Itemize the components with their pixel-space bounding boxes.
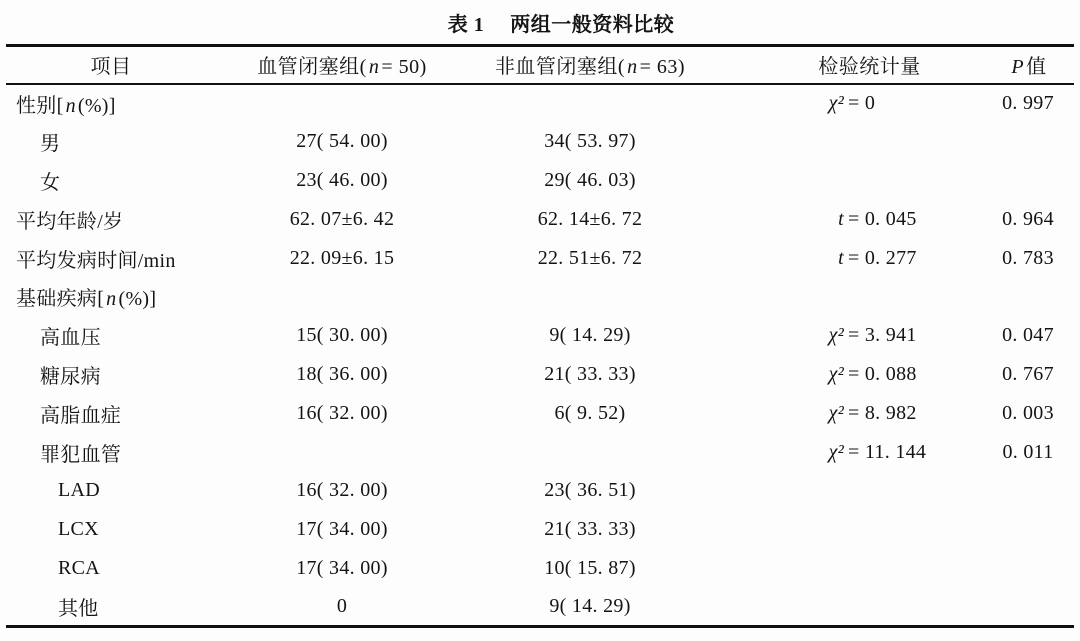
header-row xyxy=(6,46,1074,84)
p-value xyxy=(982,122,1074,161)
statistic-value: χ² = 3. 941 xyxy=(828,324,917,347)
table-row-diabetes xyxy=(6,355,1074,394)
header-group2: 非血管闭塞组( n = 63) xyxy=(468,46,712,84)
p-value xyxy=(982,588,1074,627)
group2-value: 22. 51±6. 72 xyxy=(537,246,643,269)
group2-value: 34( 53. 97) xyxy=(544,130,636,153)
row-label: 性别[ n (%)] xyxy=(16,94,116,117)
table-row-hypertension xyxy=(6,316,1074,355)
statistic-value: χ² = 11. 144 xyxy=(828,440,927,463)
group2-value: 23( 36. 51) xyxy=(544,479,636,502)
p-value xyxy=(982,161,1074,200)
p-value: 0. 997 xyxy=(1002,91,1054,114)
row-label: LAD xyxy=(58,479,101,502)
group2-value: 9( 14. 29) xyxy=(549,595,631,617)
header-group1: 血管闭塞组( n = 50) xyxy=(216,46,468,84)
table-row-other xyxy=(6,588,1074,627)
row-label: 女 xyxy=(40,171,61,194)
table-row-mean-age xyxy=(6,200,1074,239)
p-value xyxy=(982,277,1074,316)
table-row-lad xyxy=(6,471,1074,510)
p-value xyxy=(982,549,1074,588)
row-label: 平均发病时间/min xyxy=(16,249,176,272)
group2-value xyxy=(468,433,712,472)
p-value xyxy=(982,510,1074,549)
header-p-value: P 值 xyxy=(982,46,1074,84)
table-row-onset-time xyxy=(6,239,1074,278)
group2-value: 21( 33. 33) xyxy=(544,518,636,541)
group1-value: 17( 34. 00) xyxy=(296,556,388,579)
p-value: 0. 003 xyxy=(1002,401,1054,424)
row-label: 罪犯血管 xyxy=(40,443,122,466)
table-number: 表 1 xyxy=(447,13,485,36)
group1-value: 15( 30. 00) xyxy=(296,324,388,347)
row-label: LCX xyxy=(58,518,99,541)
row-label: 高脂血症 xyxy=(40,404,122,427)
header-statistic: 检验统计量 xyxy=(712,46,982,84)
group2-value: 10( 15. 87) xyxy=(544,556,636,579)
statistic-value xyxy=(712,122,982,161)
group1-value: 16( 32. 00) xyxy=(296,479,388,502)
header-item: 项目 xyxy=(6,46,216,84)
p-value: 0. 964 xyxy=(1002,207,1054,230)
p-value: 0. 047 xyxy=(1002,324,1054,347)
row-label: 基础疾病[ n (%)] xyxy=(16,288,157,311)
table-row-hyperlipidemia xyxy=(6,394,1074,433)
group1-value: 16( 32. 00) xyxy=(296,401,388,424)
group1-value: 22. 09±6. 15 xyxy=(289,246,395,269)
comparison-table xyxy=(6,44,1074,628)
table-title-text: 两组一般资料比较 xyxy=(510,13,675,36)
group2-value: 29( 46. 03) xyxy=(544,168,636,191)
statistic-value xyxy=(712,161,982,200)
table-row-culprit-vessel xyxy=(6,433,1074,472)
group1-value xyxy=(216,277,468,316)
group1-value: 27( 54. 00) xyxy=(296,130,388,153)
group1-value: 23( 46. 00) xyxy=(296,168,388,191)
row-label: 糖尿病 xyxy=(40,365,101,388)
group1-value: 0 xyxy=(336,595,348,617)
group1-value xyxy=(216,84,468,123)
p-value: 0. 767 xyxy=(1002,362,1054,385)
group2-value: 9( 14. 29) xyxy=(549,324,631,347)
statistic-value: t = 0. 045 xyxy=(838,207,917,230)
statistic-value: χ² = 8. 982 xyxy=(828,401,917,424)
table-title xyxy=(0,0,1080,44)
statistic-value xyxy=(712,510,982,549)
group2-value xyxy=(468,277,712,316)
group1-value: 18( 36. 00) xyxy=(296,362,388,385)
row-label: 男 xyxy=(40,133,61,156)
statistic-value xyxy=(712,471,982,510)
group2-value: 21( 33. 33) xyxy=(544,362,636,385)
group1-value: 17( 34. 00) xyxy=(296,518,388,541)
statistic-value: χ² = 0 xyxy=(828,91,876,114)
group1-value: 62. 07±6. 42 xyxy=(289,207,395,230)
p-value: 0. 011 xyxy=(1002,440,1054,463)
row-label: 平均年龄/岁 xyxy=(16,210,124,233)
statistic-value xyxy=(712,549,982,588)
row-label: 其他 xyxy=(58,598,99,620)
p-value xyxy=(982,471,1074,510)
group1-value xyxy=(216,433,468,472)
statistic-value: χ² = 0. 088 xyxy=(828,362,917,385)
row-label: 高血压 xyxy=(40,327,101,350)
group2-value xyxy=(468,84,712,123)
table-row-male xyxy=(6,122,1074,161)
row-label: RCA xyxy=(58,556,101,579)
statistic-value xyxy=(712,588,982,627)
group2-value: 6( 9. 52) xyxy=(554,401,626,424)
statistic-value xyxy=(712,277,982,316)
table-row-lcx xyxy=(6,510,1074,549)
statistic-value: t = 0. 277 xyxy=(838,246,917,269)
table-row-rca xyxy=(6,549,1074,588)
table-row-gender xyxy=(6,84,1074,123)
table-row-underlying-disease xyxy=(6,277,1074,316)
p-value: 0. 783 xyxy=(1002,246,1054,269)
group2-value: 62. 14±6. 72 xyxy=(537,207,643,230)
table-row-female xyxy=(6,161,1074,200)
